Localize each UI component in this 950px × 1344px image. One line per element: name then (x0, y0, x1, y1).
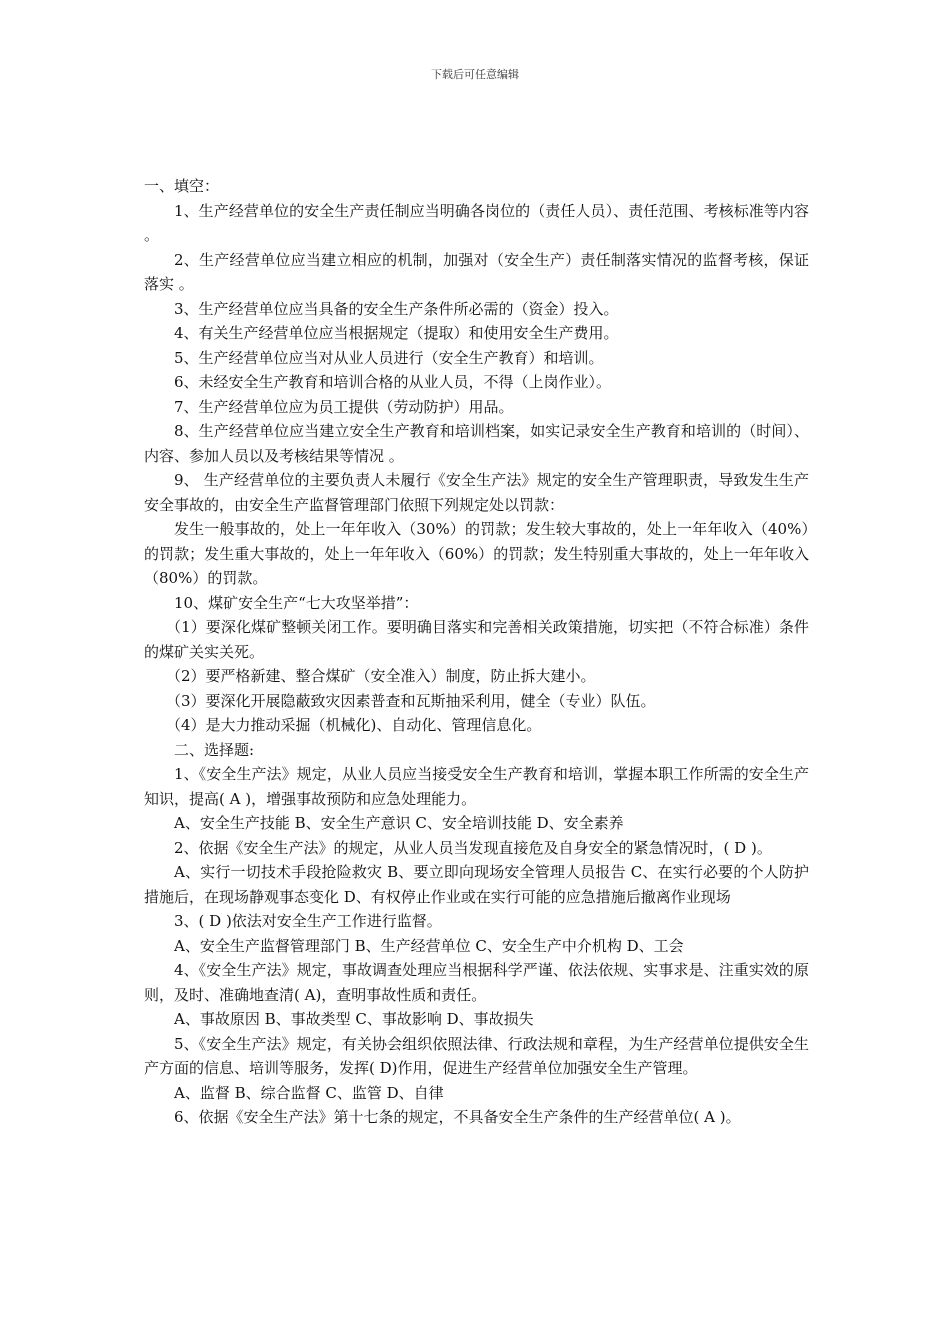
fill-item-8: 8、生产经营单位应当建立安全生产教育和培训档案，如实记录安全生产教育和培训的（时间）、内容、参加人员以及考核结果等情况 。 (144, 422, 809, 465)
fill-item-9-detail: 发生一般事故的，处上一年年收入（30%）的罚款；发生较大事故的，处上一年年收入（40%）的罚款；发生重大事故的，处上一年年收入（60%）的罚款；发生特别重大事故的，处上一年年收入（80%）的罚款。 (144, 520, 809, 587)
choice-question-4: 4、《安全生产法》规定，事故调查处理应当根据科学严谨、依法依规、实事求是、注重实效的原则，及时、准确地查清( A)，查明事故性质和责任。 (144, 961, 809, 1004)
page-header: 下载后可任意编辑 (431, 68, 519, 81)
measure-1: （1）要深化煤矿整顿关闭工作。要明确目落实和完善相关政策措施，切实把（不符合标准）条件的煤矿关实关死。 (144, 618, 809, 661)
measure-4: （4）是大力推动采掘（机械化)、自动化、管理信息化。 (166, 716, 542, 734)
fill-item-7: 7、生产经营单位应为员工提供（劳动防护）用品。 (174, 397, 514, 416)
choice-options-2: A、实行一切技术手段抢险救灾 B、要立即向现场安全管理人员报告 C、在实行必要的个人防护措施后，在现场静观事态变化 D、有权停止作业或在实行可能的应急措施后撤离作业现场 (144, 863, 809, 906)
fill-item-9: 9、 生产经营单位的主要负责人未履行《安全生产法》规定的安全生产管理职责，导致发生生产安全事故的，由安全生产监督管理部门依照下列规定处以罚款： (144, 471, 809, 514)
choice-options-3: A、安全生产监督管理部门 B、生产经营单位 C、安全生产中介机构 D、工会 (174, 936, 684, 955)
fill-item-2: 2、生产经营单位应当建立相应的机制，加强对（安全生产）责任制落实情况的监督考核，保证落实 。 (144, 250, 809, 293)
measure-3: （3）要深化开展隐蔽致灾因素普查和瓦斯抽采利用，健全（专业）队伍。 (166, 691, 656, 710)
measure-2: （2）要严格新建、整合煤矿（安全准入）制度，防止拆大建小。 (166, 667, 596, 685)
fill-item-3: 3、生产经营单位应当具备的安全生产条件所必需的（资金）投入。 (174, 299, 619, 318)
choice-question-1: 1、《安全生产法》规定，从业人员应当接受安全生产教育和培训，掌握本职工作所需的安全生产知识，提高( A )，增强事故预防和应急处理能力。 (144, 765, 809, 808)
choice-options-5: A、监督 B、综合监督 C、监管 D、自律 (174, 1083, 444, 1102)
choice-question-5: 5、《安全生产法》规定，有关协会组织依照法律、行政法规和章程，为生产经营单位提供安全生产方面的信息、培训等服务，发挥( D)作用，促进生产经营单位加强安全生产管理。 (144, 1034, 809, 1077)
choice-question-6: 6、依据《安全生产法》第十七条的规定，不具备安全生产条件的生产经营单位( A )。 (174, 1108, 741, 1126)
choice-options-1: A、安全生产技能 B、安全生产意识 C、安全培训技能 D、安全素养 (174, 814, 624, 832)
fill-item-1: 1、生产经营单位的安全生产责任制应当明确各岗位的（责任人员）、责任范围、考核标准等内容 。 (144, 201, 809, 244)
fill-item-4: 4、有关生产经营单位应当根据规定（提取）和使用安全生产费用。 (174, 324, 619, 342)
document-body (144, 174, 809, 1130)
choice-options-4: A、事故原因 B、事故类型 C、事故影响 D、事故损失 (174, 1010, 534, 1028)
section-heading-fill-in: 一、填空： (144, 177, 220, 195)
fill-item-10: 10、煤矿安全生产“七大攻坚举措”： (174, 593, 419, 612)
choice-question-3: 3、( D )依法对安全生产工作进行监督。 (174, 912, 442, 930)
choice-question-2: 2、依据《安全生产法》的规定，从业人员当发现直接危及自身安全的紧急情况时，( D )。 (174, 838, 772, 857)
fill-item-5: 5、生产经营单位应当对从业人员进行（安全生产教育）和培训。 (174, 348, 604, 367)
fill-item-6: 6、未经安全生产教育和培训合格的从业人员，不得（上岗作业）。 (174, 373, 612, 391)
section-heading-choice: 二、选择题: (174, 740, 255, 759)
